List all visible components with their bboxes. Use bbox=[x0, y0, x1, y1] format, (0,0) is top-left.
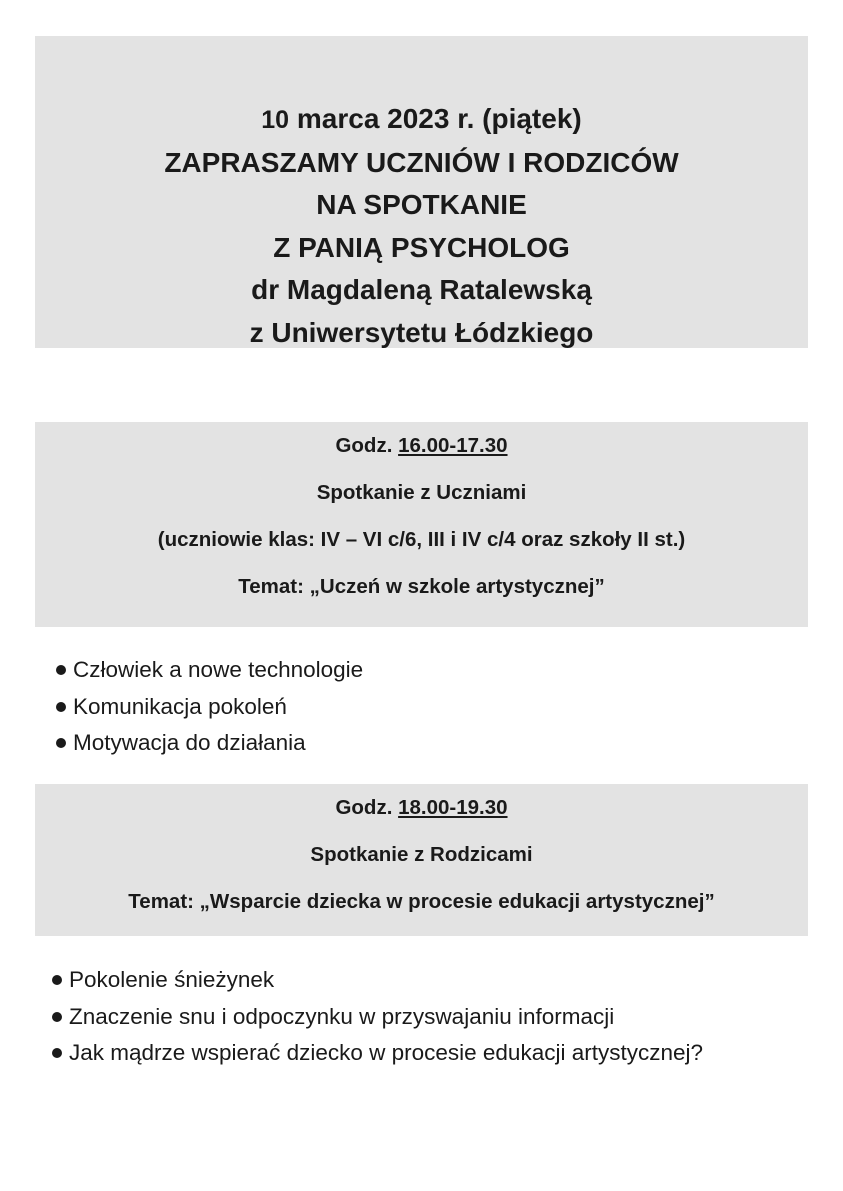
bullet-icon bbox=[52, 1048, 62, 1058]
list-item bbox=[52, 1035, 703, 1072]
session-students-topic: Temat: „Uczeń w szkole artystycznej” bbox=[238, 575, 605, 598]
time-range: 16.00-17.30 bbox=[398, 434, 508, 457]
list-item bbox=[52, 962, 703, 999]
session-parents-time bbox=[35, 795, 808, 820]
list-item-text: Znaczenie snu i odpoczynku w przyswajaniu informacji bbox=[69, 1003, 615, 1029]
time-prefix: Godz. bbox=[335, 434, 393, 457]
bullet-icon bbox=[56, 665, 66, 675]
session-students-bullets bbox=[56, 652, 363, 762]
list-item bbox=[56, 652, 363, 689]
list-item bbox=[56, 725, 363, 762]
session-parents-box bbox=[35, 784, 808, 936]
list-item-text: Jak mądrze wspierać dziecko w procesie edukacji artystycznej? bbox=[69, 1040, 704, 1065]
event-day: 10 bbox=[261, 106, 290, 134]
list-item-text: Komunikacja pokoleń bbox=[73, 693, 287, 719]
invitation-line: ZAPRASZAMY UCZNIÓW I RODZICÓW bbox=[164, 146, 679, 178]
bullet-icon bbox=[52, 975, 62, 985]
list-item-text: Człowiek a nowe technologie bbox=[73, 657, 364, 682]
session-students-time bbox=[35, 433, 808, 458]
header-box bbox=[35, 36, 808, 348]
list-item bbox=[52, 999, 703, 1036]
session-students-box bbox=[35, 422, 808, 627]
psychologist-line: Z PANIĄ PSYCHOLOG bbox=[273, 231, 570, 263]
session-students-audience: (uczniowie klas: IV – VI c/6, III i IV c/4 oraz szkoły II st.) bbox=[157, 528, 686, 551]
meeting-line: NA SPOTKANIE bbox=[316, 189, 527, 220]
list-item-text: Pokolenie śnieżynek bbox=[69, 967, 275, 992]
session-parents-title: Spotkanie z Rodzicami bbox=[310, 843, 533, 866]
bullet-icon bbox=[56, 702, 66, 712]
bullet-icon bbox=[52, 1012, 62, 1022]
session-parents-bullets bbox=[52, 962, 703, 1072]
list-item-text: Motywacja do działania bbox=[73, 730, 306, 755]
event-date bbox=[35, 98, 808, 142]
time-prefix: Godz. bbox=[335, 796, 393, 819]
session-parents-topic: Temat: „Wsparcie dziecka w procesie edukacji artystycznej” bbox=[128, 890, 715, 913]
list-item bbox=[56, 689, 363, 726]
session-students-title: Spotkanie z Uczniami bbox=[316, 481, 527, 504]
speaker-affiliation: z Uniwersytetu Łódzkiego bbox=[249, 316, 594, 348]
time-range: 18.00-19.30 bbox=[398, 796, 508, 819]
bullet-icon bbox=[56, 738, 66, 748]
speaker-name: dr Magdaleną Ratalewską bbox=[251, 274, 592, 305]
event-month-year: marca 2023 r. (piątek) bbox=[296, 103, 582, 134]
